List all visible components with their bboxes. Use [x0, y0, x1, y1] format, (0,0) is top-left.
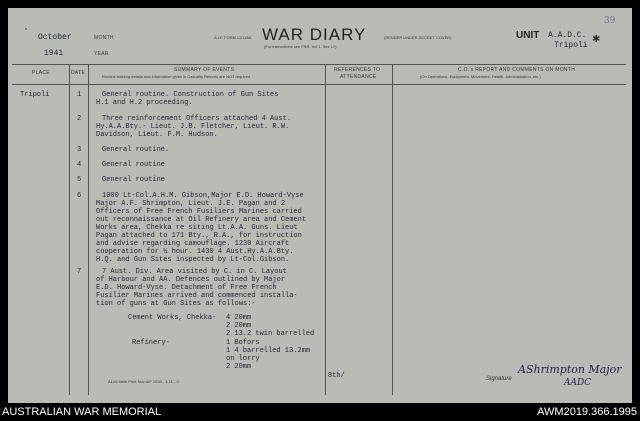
gun-item: 4 20mm: [226, 314, 252, 322]
gun-item: on lorry: [226, 355, 260, 363]
entry-line: cooperation for ½ hour. 1430 4 Aust.Hy.A.A.Bty.: [96, 248, 294, 256]
month-label: MONTH: [94, 35, 114, 41]
entry-place: Tripoli: [20, 91, 50, 99]
entry-date: 5: [77, 176, 82, 184]
entry-line: Hy.A.A.Bty.- Lieut. J.B. Fletcher, Lieut. R.W.: [96, 123, 290, 131]
entry-line: of Harbour and AA. Defences outlined by Major: [96, 276, 286, 284]
entry-line: 7 Aust. Div. Area visited by C. in C. Layout: [102, 268, 287, 276]
entry-line: Officers of Free French Fusiliers Marines carried: [96, 208, 302, 216]
form-label: A.I.F. FORM C2118A: [214, 35, 252, 40]
gun-item: 2 20mm: [226, 322, 252, 330]
entry-line: Davidson, Lieut. F.M. Hudson.: [96, 131, 218, 139]
signature-handwriting: AShrimpton Major: [518, 363, 622, 376]
page-title: WAR DIARY: [262, 25, 367, 44]
entry-line: Three reinforcement Officers attached 4 Aust.: [102, 115, 292, 123]
entry-line: General routine: [102, 161, 166, 169]
footer-accession: AWM2019.366.1995: [537, 406, 637, 418]
entry-date: 7: [77, 268, 82, 276]
entry-date: 6: [77, 192, 82, 200]
signature-role: AADC: [564, 378, 592, 388]
ink-mark: ✱: [592, 34, 601, 45]
gun-site-name: Cement Works, Chekka-: [128, 314, 217, 322]
entry-date: 2: [77, 115, 82, 123]
entry-line: H.Q. and Gun Sites inspected by Lt-Col.Gibson.: [96, 256, 290, 264]
year-value: 1941: [44, 49, 64, 58]
entry-line: Fusilier Marines arrived and commenced installa-: [96, 292, 298, 300]
entry-line: General routine. Construction of Gun Sites: [102, 91, 279, 99]
col-divider-summary: [325, 64, 326, 395]
footer-institution: AUSTRALIAN WAR MEMORIAL: [2, 406, 162, 418]
entry-date: 4: [77, 161, 82, 169]
entry-line: and advise regarding camouflage. 1230 Aircraft: [96, 240, 290, 248]
signature-label: Signature: [486, 376, 512, 382]
gun-item: 1 Bofors: [226, 339, 260, 347]
print-note: A100 Melb Print Nov AIF 1930 - 4 11 - G: [108, 379, 180, 384]
entry-line: tion of guns at Gun Sites as follows:-: [96, 300, 256, 308]
gun-site-name: Refinery-: [132, 339, 170, 347]
year-label: YEAR: [94, 51, 109, 57]
entry-line: 1000 Lt-Col.A.H.M. Gibson,Major E.D. Howard-Vyse: [102, 192, 304, 200]
unit-label: UNIT: [516, 30, 540, 41]
reference-note: 8th/: [328, 372, 345, 380]
gun-item: 2 20mm: [226, 363, 252, 371]
war-diary-sheet: [8, 8, 632, 403]
col-divider-place: [69, 64, 70, 395]
gun-item: 1 4 barrelled 13.2mm: [226, 347, 311, 355]
entry-line: General routine.: [102, 146, 170, 154]
entry-line: out reconnaissance at Oil Refinery area and Cement: [96, 216, 307, 224]
entry-line: Major A.F. Shrimpton, Lieut. J.E. Pagan and 2: [96, 200, 286, 208]
unit-place: Tripoli: [554, 41, 588, 50]
entry-line: Works area, Chekka re siting Lt.A.A. Guns. Lieut: [96, 224, 298, 232]
col-divider-references: [392, 64, 393, 395]
col-header-summary-sub: Routine training details and information given in Casualty Returns are NOT required: [102, 74, 251, 79]
col-header-co-report-sub: (On Operations, Equipment, Movement, Health, Administration, etc.): [420, 74, 541, 79]
page-number: 39: [604, 16, 616, 26]
title-subtitle: (For instructions see FSR, Vol 1, Sec 17): [264, 44, 337, 49]
col-header-summary: SUMMARY OF EVENTS: [174, 67, 235, 73]
col-divider-date: [88, 64, 89, 395]
col-header-date: DATE: [71, 70, 86, 76]
entry-line: E.D. Howard-Vyse. Detachment of Free French: [96, 284, 277, 292]
col-header-references-sub: ATTENDANCE: [340, 74, 377, 80]
col-header-references: REFERENCES TO: [334, 67, 381, 73]
gun-item: 2 13.2 twin barrelled: [226, 330, 315, 338]
table-top-rule: [12, 64, 626, 65]
month-value: October: [38, 33, 72, 42]
table-header-rule: [12, 84, 626, 85]
col-header-place: PLACE: [32, 70, 50, 76]
entry-line: General routine: [102, 176, 166, 184]
hole-punch-mark: °: [24, 28, 29, 36]
unit-value: A.A.D.C.: [548, 31, 587, 40]
entry-line: Pagan attached to 171 Bty., R.A., for instruction: [96, 232, 302, 240]
col-header-co-report: C.O.'s REPORT AND COMMENTS ON MONTH: [458, 67, 576, 73]
entry-date: 1: [77, 91, 82, 99]
secret-note: (RENDER UNDER SECRET COVER): [384, 35, 452, 40]
entry-date: 3: [77, 146, 82, 154]
entry-line: H.1 and H.2 proceeding.: [96, 99, 193, 107]
